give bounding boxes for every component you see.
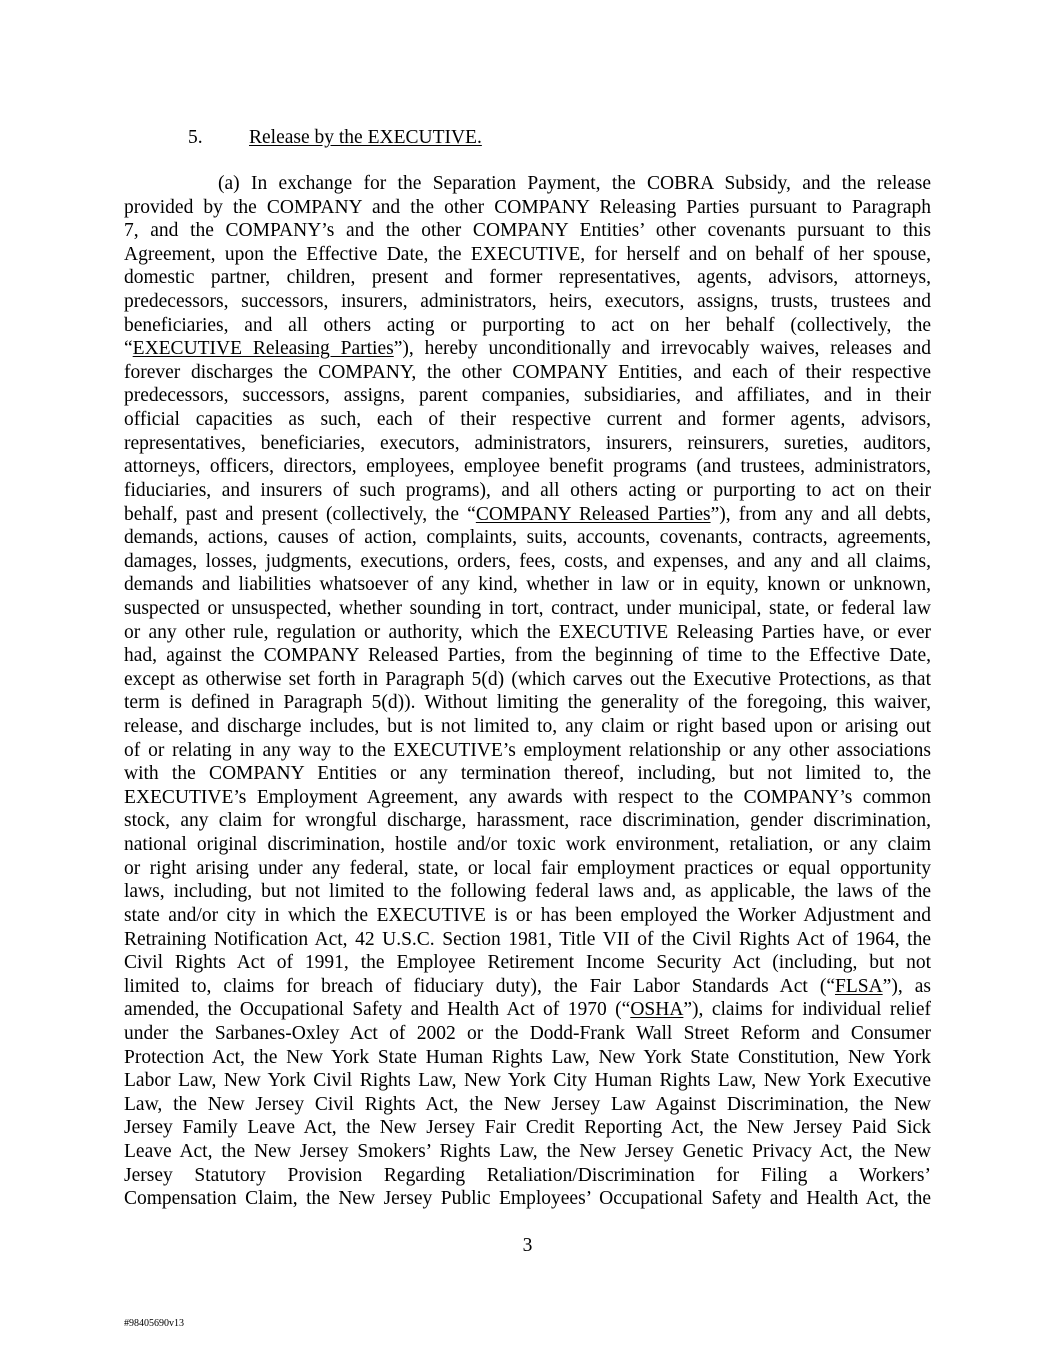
paragraph-line xyxy=(124,762,931,786)
paragraph-line xyxy=(124,951,931,975)
line-text: except as otherwise set forth in Paragraph 5(d) (which carves out the Executive Protections, as that xyxy=(124,668,931,690)
paragraph-line xyxy=(124,337,931,361)
paragraph-line xyxy=(124,573,931,597)
line-text: behalf, past and present (collectively, the “ xyxy=(124,503,476,525)
line-text: or right arising under any federal, state, or local fair employment practices or equal opportunity xyxy=(124,857,931,879)
paragraph-line xyxy=(124,266,931,290)
line-text: domestic partner, children, present and former representatives, agents, advisors, attorneys, xyxy=(124,267,931,289)
line-text: beneficiaries, and all others acting or purporting to act on her behalf (collectively, the xyxy=(124,314,931,336)
line-text: damages, losses, judgments, executions, orders, fees, costs, and expenses, and any and all claims, xyxy=(124,550,931,572)
paragraph-line xyxy=(124,1140,931,1164)
paragraph-line xyxy=(124,1046,931,1070)
paragraph-line xyxy=(124,455,931,479)
line-text: demands and liabilities whatsoever of any kind, whether in law or in equity, known or unknown, xyxy=(124,574,931,596)
paragraph-line xyxy=(124,1069,931,1093)
paragraph-line xyxy=(124,644,931,668)
paragraph-line xyxy=(124,432,931,456)
line-text: Agreement, upon the Effective Date, the EXECUTIVE, for herself and on behalf of her spouse, xyxy=(124,243,931,265)
line-text: ”), claims for individual relief xyxy=(683,999,931,1021)
paragraph-line xyxy=(124,503,931,527)
paragraph-line xyxy=(124,243,931,267)
line-text: predecessors, successors, insurers, administrators, heirs, executors, assigns, trusts, trustees and xyxy=(124,291,931,313)
line-text: fiduciaries, and insurers of such programs), and all others acting or purporting to act on their xyxy=(124,479,931,501)
line-text: Jersey Statutory Provision Regarding Retaliation/Discrimination for Filing a Workers’ xyxy=(124,1164,931,1186)
line-text: Protection Act, the New York State Human Rights Law, New York State Constitution, New York xyxy=(124,1046,931,1068)
line-text: ”), as xyxy=(882,975,931,997)
paragraph-line xyxy=(124,1116,931,1140)
paragraph-line xyxy=(124,526,931,550)
line-text: Labor Law, New York Civil Rights Law, New York City Human Rights Law, New York Executive xyxy=(124,1070,931,1092)
page-number: 3 xyxy=(522,1235,533,1256)
line-text: representatives, beneficiaries, executors, administrators, insurers, reinsurers, sureties, auditors, xyxy=(124,432,931,454)
defined-term: FLSA xyxy=(834,975,883,997)
paragraph-line xyxy=(124,219,931,243)
paragraph-line xyxy=(124,597,931,621)
line-text: ”), from any and all debts, xyxy=(710,503,932,525)
line-text: term is defined in Paragraph 5(d)). Without limiting the generality of the foregoing, this waiver, xyxy=(124,692,931,714)
line-text: under the Sarbanes-Oxley Act of 2002 or the Dodd-Frank Wall Street Reform and Consumer xyxy=(124,1022,931,1044)
paragraph-line xyxy=(124,196,931,220)
document-id: #98405690v13 xyxy=(124,1318,184,1329)
defined-term: COMPANY Released Parties xyxy=(475,503,711,525)
paragraph-line xyxy=(124,290,931,314)
line-text: or any other rule, regulation or authority, which the EXECUTIVE Releasing Parties have, or ever xyxy=(124,621,931,643)
paragraph-line xyxy=(124,739,931,763)
section-number: 5. xyxy=(188,127,203,148)
paragraph-line xyxy=(124,384,931,408)
line-text: Law, the New Jersey Civil Rights Act, the New Jersey Law Against Discrimination, the New xyxy=(124,1093,931,1115)
line-text: Leave Act, the New Jersey Smokers’ Rights Law, the New Jersey Genetic Privacy Act, the New xyxy=(124,1140,931,1162)
paragraph-line xyxy=(124,715,931,739)
section-heading xyxy=(188,126,482,150)
line-text: EXECUTIVE’s Employment Agreement, any awards with respect to the COMPANY’s common xyxy=(124,786,931,808)
paragraph-line xyxy=(124,668,931,692)
paragraph-line xyxy=(124,857,931,881)
defined-term: OSHA xyxy=(630,999,684,1021)
paragraph-line xyxy=(124,361,931,385)
line-text: provided by the COMPANY and the other COMPANY Releasing Parties pursuant to Paragraph xyxy=(124,196,931,218)
paragraph-line xyxy=(124,1164,931,1188)
paragraph-line xyxy=(124,172,931,196)
line-text: Retraining Notification Act, 42 U.S.C. Section 1981, Title VII of the Civil Rights Act of 1964, the xyxy=(124,928,931,950)
line-text: laws, including, but not limited to the following federal laws and, as applicable, the laws of the xyxy=(124,881,931,903)
line-text: release, and discharge includes, but is not limited to, any claim or right based upon or arising out xyxy=(124,716,931,738)
paragraph-line xyxy=(124,809,931,833)
line-text: official capacities as such, each of their respective current and former agents, advisors, xyxy=(124,409,931,431)
line-text: Civil Rights Act of 1991, the Employee Retirement Income Security Act (including, but not xyxy=(124,952,931,974)
line-text: (a) In exchange for the Separation Payment, the COBRA Subsidy, and the release xyxy=(218,173,931,194)
line-text: of or relating in any way to the EXECUTIVE’s employment relationship or any other associations xyxy=(124,739,931,761)
line-text: state and/or city in which the EXECUTIVE is or has been employed the Worker Adjustment and xyxy=(124,904,931,926)
line-text: predecessors, successors, assigns, parent companies, subsidiaries, and affiliates, and in their xyxy=(124,385,931,407)
paragraph-5a xyxy=(124,172,931,1211)
line-text: Jersey Family Leave Act, the New Jersey Fair Credit Reporting Act, the New Jersey Paid Sick xyxy=(124,1117,931,1139)
paragraph-line xyxy=(124,1187,931,1211)
paragraph-line xyxy=(124,550,931,574)
paragraph-line xyxy=(124,998,931,1022)
paragraph-line xyxy=(124,904,931,928)
line-text: with the COMPANY Entities or any termination thereof, including, but not limited to, the xyxy=(124,763,931,785)
defined-term: EXECUTIVE Releasing Parties xyxy=(132,338,394,360)
line-text: Compensation Claim, the New Jersey Public Employees’ Occupational Safety and Health Act, the xyxy=(124,1188,931,1210)
paragraph-line xyxy=(124,479,931,503)
line-text: stock, any claim for wrongful discharge, harassment, race discrimination, gender discrimination, xyxy=(124,810,931,832)
paragraph-line xyxy=(124,928,931,952)
line-text: national original discrimination, hostile and/or toxic work environment, retaliation, or any claim xyxy=(124,834,931,856)
line-text: suspected or unsuspected, whether sounding in tort, contract, under municipal, state, or federal law xyxy=(124,597,931,619)
paragraph-line xyxy=(124,408,931,432)
paragraph-line xyxy=(124,314,931,338)
line-text: had, against the COMPANY Released Parties, from the beginning of time to the Effective Date, xyxy=(124,645,931,667)
line-text: “ xyxy=(124,338,133,360)
line-text: ”), hereby unconditionally and irrevocably waives, releases and xyxy=(393,338,931,360)
paragraph-line xyxy=(124,621,931,645)
paragraph-line xyxy=(124,691,931,715)
line-text: amended, the Occupational Safety and Health Act of 1970 (“ xyxy=(124,999,631,1021)
line-text: forever discharges the COMPANY, the other COMPANY Entities, and each of their respective xyxy=(124,361,931,383)
line-text: 7, and the COMPANY’s and the other COMPANY Entities’ other covenants pursuant to this xyxy=(124,220,931,242)
line-text: demands, actions, causes of action, complaints, suits, accounts, covenants, contracts, agreements, xyxy=(124,527,931,549)
paragraph-line xyxy=(124,786,931,810)
paragraph-line xyxy=(124,1022,931,1046)
line-text: attorneys, officers, directors, employees, employee benefit programs (and trustees, administrators, xyxy=(124,456,931,478)
paragraph-line xyxy=(124,975,931,999)
paragraph-line xyxy=(124,880,931,904)
section-title: Release by the EXECUTIVE. xyxy=(249,127,482,148)
line-text: limited to, claims for breach of fiduciary duty), the Fair Labor Standards Act (“ xyxy=(124,975,835,997)
paragraph-line xyxy=(124,1093,931,1117)
paragraph-line xyxy=(124,833,931,857)
